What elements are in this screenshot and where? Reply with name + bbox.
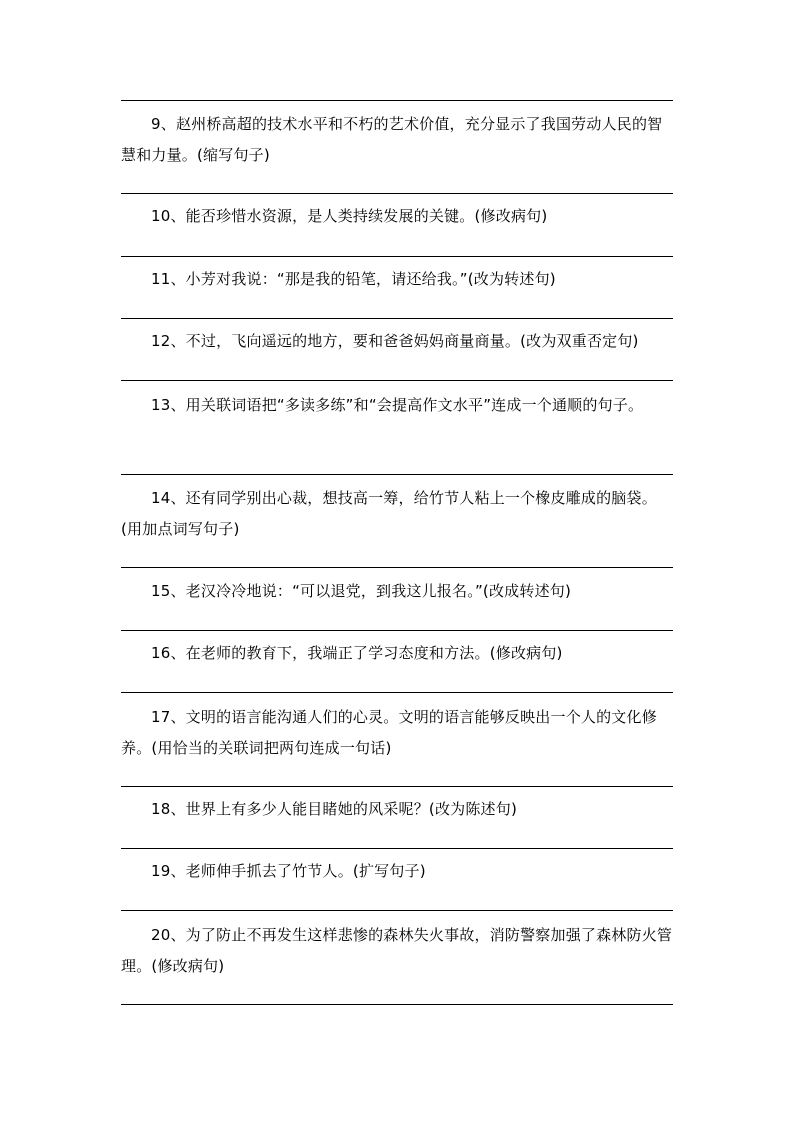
answer-line: [121, 786, 673, 787]
question-12: 12、不过，飞向遥远的地方，要和爸爸妈妈商量商量。(改为双重否定句): [151, 332, 639, 350]
answer-line: [121, 1004, 673, 1005]
question-16: 16、在老师的教育下，我端正了学习态度和方法。(修改病句): [151, 644, 563, 662]
answer-line: [121, 630, 673, 631]
answer-line: [121, 567, 673, 568]
question-11: 11、小芳对我说：“那是我的铅笔，请还给我。”(改为转述句): [151, 270, 556, 288]
question-17: 17、文明的语言能沟通人们的心灵。文明的语言能够反映出一个人的文化修养。(用恰当的关联词把两句连成一句话): [121, 708, 657, 757]
question-20: 20、为了防止不再发生这样悲惨的森林失火事故，消防警察加强了森林防火管理。(修改病句): [121, 926, 673, 975]
question-10: 10、能否珍惜水资源，是人类持续发展的关键。(修改病句): [151, 207, 548, 225]
question-14: 14、还有同学别出心裁，想技高一筹，给竹节人粘上一个橡皮雕成的脑袋。(用加点词写句子): [121, 489, 657, 538]
question-18: 18、世界上有多少人能目睹她的风采呢？(改为陈述句): [151, 800, 517, 818]
answer-line: [121, 100, 673, 101]
answer-line: [121, 848, 673, 849]
question-15: 15、老汉冷冷地说：“可以退党，到我这儿报名。”(改成转述句): [151, 582, 572, 600]
question-13: 13、用关联词语把“多读多练”和“会提高作文水平”连成一个通顺的句子。: [151, 396, 644, 414]
answer-line: [121, 474, 673, 475]
answer-line: [121, 910, 673, 911]
answer-line: [121, 318, 673, 319]
answer-line: [121, 380, 673, 381]
question-9: 9、赵州桥高超的技术水平和不朽的艺术价值，充分显示了我国劳动人民的智慧和力量。(缩写句子): [121, 115, 663, 164]
answer-line: [121, 193, 673, 194]
question-19: 19、老师伸手抓去了竹节人。(扩写句子): [151, 862, 426, 880]
answer-line: [121, 256, 673, 257]
answer-line: [121, 692, 673, 693]
